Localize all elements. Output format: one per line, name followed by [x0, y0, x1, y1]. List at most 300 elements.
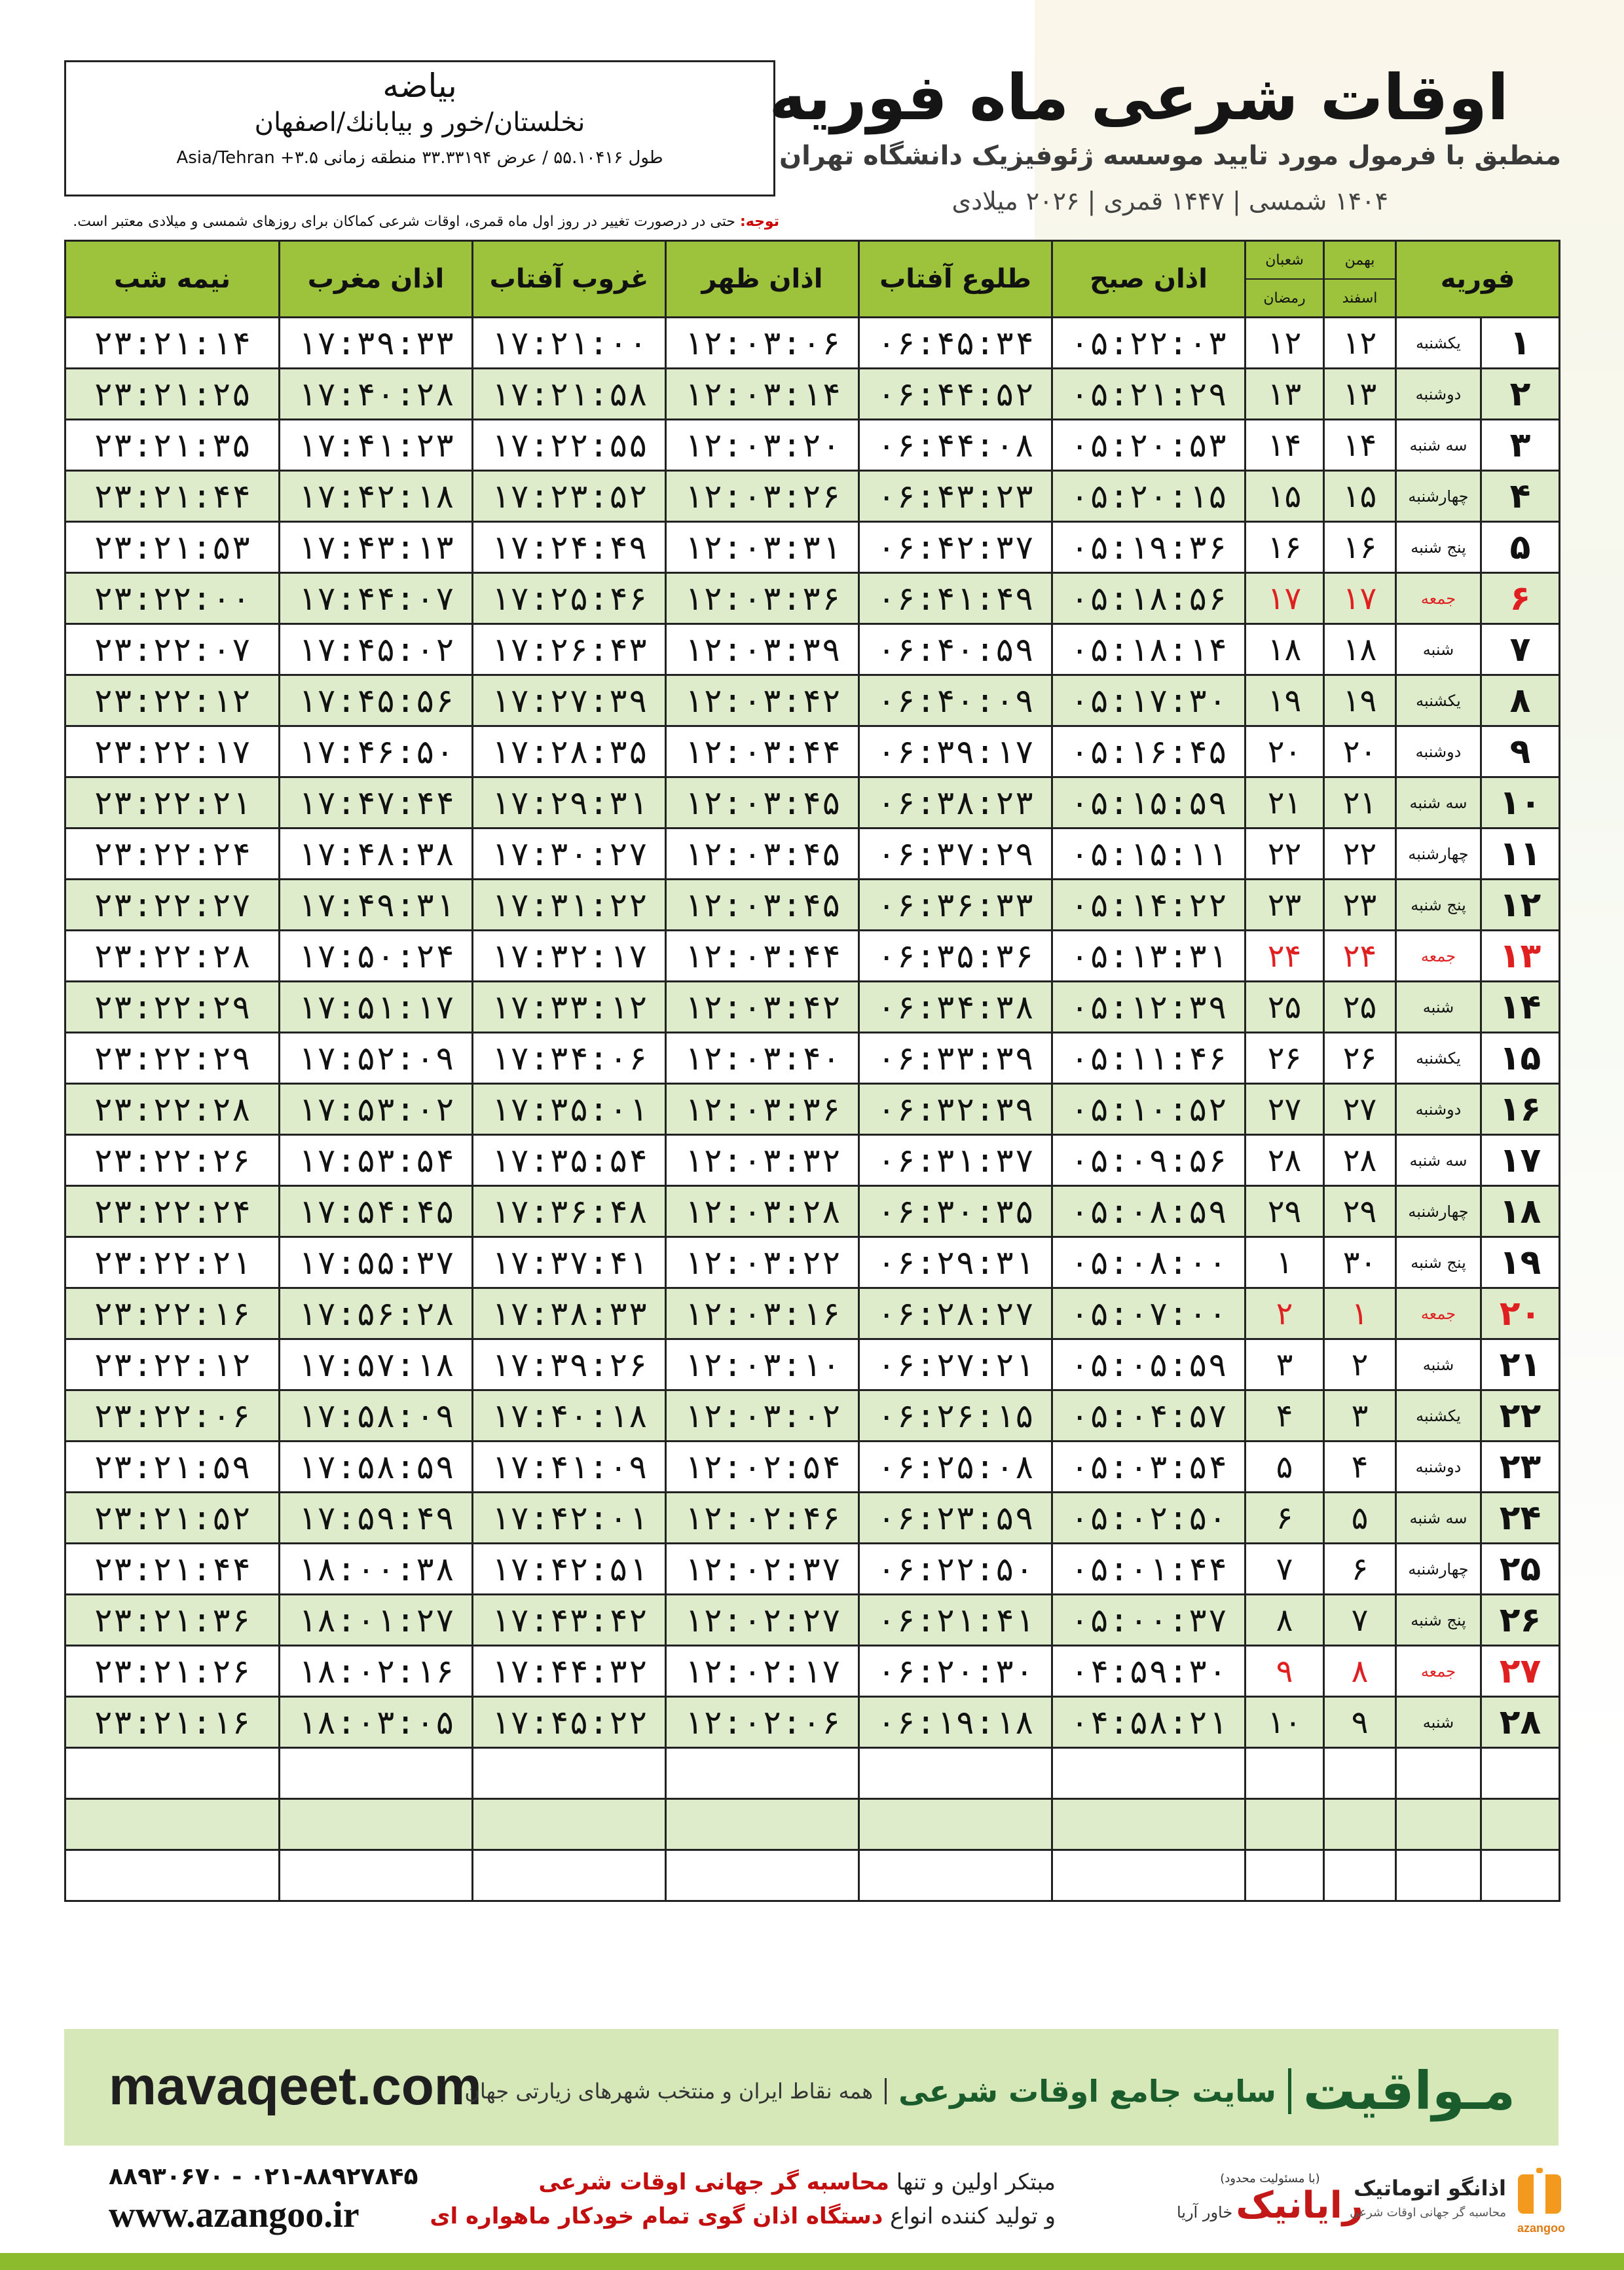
header-sunrise: طلوع آفتاب	[859, 241, 1052, 318]
table-cell-midnight: ۲۳:۲۲:۲۶	[65, 1135, 280, 1186]
table-cell-sunset: ۱۷:۴۴:۳۲	[473, 1646, 666, 1697]
promo-line2-a: و تولید کننده انواع	[890, 2203, 1056, 2229]
azangoo-mark-icon	[1514, 2168, 1565, 2223]
table-cell-sunset: ۱۷:۳۸:۳۳	[473, 1288, 666, 1339]
table-cell-sunrise: ۰۶:۲۳:۵۹	[859, 1493, 1052, 1544]
table-cell-midnight: ۲۳:۲۲:۲۴	[65, 828, 280, 880]
table-cell-weekday: دوشنبه	[1396, 1442, 1481, 1493]
table-cell-fajr: ۰۵:۲۲:۰۳	[1052, 318, 1246, 369]
table-cell-weekday: سه شنبه	[1396, 1493, 1481, 1544]
table-cell-sunset: ۱۷:۳۰:۲۷	[473, 828, 666, 880]
header-shamsi-bottom: اسفند	[1325, 278, 1395, 316]
table-cell-sunrise: ۰۶:۴۰:۰۹	[859, 675, 1052, 726]
table-cell-dhuhr: ۱۲:۰۳:۰۲	[666, 1390, 859, 1442]
table-cell-weekday: چهارشنبه	[1396, 471, 1481, 522]
brand-tagline: سایت جامع اوقات شرعی	[898, 2074, 1276, 2109]
table-cell-sunset: ۱۷:۳۴:۰۶	[473, 1033, 666, 1084]
prayer-times-table	[64, 240, 1560, 1902]
table-cell-sunset: ۱۷:۲۸:۳۵	[473, 726, 666, 777]
table-row	[65, 880, 1560, 931]
table-cell-midnight: ۲۳:۲۱:۴۴	[65, 1544, 280, 1595]
table-cell-dhuhr: ۱۲:۰۲:۰۶	[666, 1697, 859, 1748]
table-cell-fajr: ۰۵:۱۵:۱۱	[1052, 828, 1246, 880]
table-cell-sunset: ۱۷:۴۰:۱۸	[473, 1390, 666, 1442]
table-cell-day: ۱۸	[1481, 1186, 1560, 1237]
table-cell-weekday: سه شنبه	[1396, 420, 1481, 471]
table-cell-day: ۲۶	[1481, 1595, 1560, 1646]
table-cell-shamsi: ۲۱	[1324, 777, 1396, 828]
table-cell-weekday: چهارشنبه	[1396, 1186, 1481, 1237]
header-shamsi	[1324, 241, 1396, 318]
table-cell-sunset: ۱۷:۲۷:۳۹	[473, 675, 666, 726]
azangoo-tag: محاسبه گر جهانی اوقات شرعی	[1350, 2206, 1506, 2220]
table-row	[65, 369, 1560, 420]
table-cell-sunset: ۱۷:۲۴:۴۹	[473, 522, 666, 573]
table-cell-sunset: ۱۷:۲۱:۵۸	[473, 369, 666, 420]
table-cell-fajr: ۰۵:۰۹:۵۶	[1052, 1135, 1246, 1186]
table-cell-empty	[65, 1748, 280, 1799]
location-box	[64, 60, 775, 196]
table-row	[65, 675, 1560, 726]
table-cell-shamsi: ۲۵	[1324, 982, 1396, 1033]
table-cell-fajr: ۰۵:۱۵:۵۹	[1052, 777, 1246, 828]
table-cell-fajr: ۰۵:۰۵:۵۹	[1052, 1339, 1246, 1390]
table-cell-empty	[666, 1850, 859, 1901]
brand-subtagline: همه نقاط ایران و منتخب شهرهای زیارتی جهان	[464, 2079, 874, 2104]
table-cell-maghrib: ۱۸:۰۱:۲۷	[280, 1595, 473, 1646]
table-cell-sunrise: ۰۶:۳۴:۳۸	[859, 982, 1052, 1033]
table-row-empty	[65, 1799, 1560, 1850]
table-cell-maghrib: ۱۷:۵۲:۰۹	[280, 1033, 473, 1084]
phone-numbers: ۰۲۱-۸۸۹۲۷۸۴۵ - ۸۸۹۳۰۶۷۰	[109, 2163, 418, 2190]
table-cell-sunrise: ۰۶:۲۷:۲۱	[859, 1339, 1052, 1390]
note-text: حتی در درصورت تغییر در روز اول ماه قمری، اوقات شرعی کماکان برای روزهای شمسی و میلادی معتبر است.	[73, 214, 735, 230]
table-row	[65, 1288, 1560, 1339]
table-row	[65, 522, 1560, 573]
brand-logo: مـواقیت	[1302, 2060, 1515, 2121]
table-cell-qamari: ۲۸	[1246, 1135, 1324, 1186]
table-cell-qamari: ۲۱	[1246, 777, 1324, 828]
azangoo-website[interactable]: www.azangoo.ir	[109, 2195, 360, 2235]
table-cell-weekday: سه شنبه	[1396, 777, 1481, 828]
table-cell-maghrib: ۱۷:۴۷:۴۴	[280, 777, 473, 828]
table-cell-sunrise: ۰۶:۳۸:۲۳	[859, 777, 1052, 828]
table-cell-shamsi: ۲۰	[1324, 726, 1396, 777]
table-cell-midnight: ۲۳:۲۲:۲۸	[65, 931, 280, 982]
table-cell-midnight: ۲۳:۲۱:۱۶	[65, 1697, 280, 1748]
table-cell-dhuhr: ۱۲:۰۳:۴۵	[666, 828, 859, 880]
table-cell-day: ۷	[1481, 624, 1560, 675]
table-cell-shamsi: ۱۴	[1324, 420, 1396, 471]
table-cell-weekday: دوشنبه	[1396, 726, 1481, 777]
table-row	[65, 828, 1560, 880]
table-row	[65, 318, 1560, 369]
table-cell-sunset: ۱۷:۳۱:۲۲	[473, 880, 666, 931]
table-cell-dhuhr: ۱۲:۰۳:۱۶	[666, 1288, 859, 1339]
table-cell-empty	[473, 1799, 666, 1850]
table-cell-shamsi: ۲۶	[1324, 1033, 1396, 1084]
table-cell-dhuhr: ۱۲:۰۳:۴۴	[666, 726, 859, 777]
table-cell-midnight: ۲۳:۲۲:۰۰	[65, 573, 280, 624]
table-cell-midnight: ۲۳:۲۱:۲۶	[65, 1646, 280, 1697]
header-qamari-top: شعبان	[1265, 251, 1304, 269]
page-subtitle: منطبق با فرمول مورد تایید موسسه ژئوفیزیک دانشگاه تهران	[779, 141, 1561, 171]
table-cell-sunrise: ۰۶:۳۲:۳۹	[859, 1084, 1052, 1135]
table-cell-sunrise: ۰۶:۳۹:۱۷	[859, 726, 1052, 777]
table-cell-sunrise: ۰۶:۳۵:۳۶	[859, 931, 1052, 982]
table-cell-sunrise: ۰۶:۲۲:۵۰	[859, 1544, 1052, 1595]
table-row	[65, 1033, 1560, 1084]
azangoo-logo	[1350, 2163, 1565, 2235]
table-cell-qamari: ۲۷	[1246, 1084, 1324, 1135]
table-cell-weekday: شنبه	[1396, 982, 1481, 1033]
table-header-row	[65, 241, 1560, 318]
promo-line2-b: دستگاه اذان گوی تمام خودکار ماهواره ای	[430, 2203, 883, 2229]
table-cell-maghrib: ۱۷:۵۸:۰۹	[280, 1390, 473, 1442]
table-cell-shamsi: ۲	[1324, 1339, 1396, 1390]
table-cell-day: ۱۵	[1481, 1033, 1560, 1084]
table-cell-fajr: ۰۵:۱۷:۳۰	[1052, 675, 1246, 726]
table-cell-sunrise: ۰۶:۳۶:۳۳	[859, 880, 1052, 931]
table-row	[65, 1339, 1560, 1390]
table-cell-sunrise: ۰۶:۴۳:۲۳	[859, 471, 1052, 522]
table-cell-midnight: ۲۳:۲۲:۱۷	[65, 726, 280, 777]
table-row	[65, 1390, 1560, 1442]
table-cell-maghrib: ۱۷:۵۳:۰۲	[280, 1084, 473, 1135]
region-name: نخلستان/خور و بیابانك/اصفهان	[254, 107, 585, 138]
table-cell-midnight: ۲۳:۲۲:۰۷	[65, 624, 280, 675]
table-cell-fajr: ۰۵:۰۱:۴۴	[1052, 1544, 1246, 1595]
table-cell-empty	[1324, 1799, 1396, 1850]
table-cell-sunrise: ۰۶:۴۴:۰۸	[859, 420, 1052, 471]
table-row	[65, 777, 1560, 828]
table-cell-qamari: ۸	[1246, 1595, 1324, 1646]
table-cell-fajr: ۰۴:۵۹:۳۰	[1052, 1646, 1246, 1697]
table-row-empty	[65, 1850, 1560, 1901]
table-cell-sunrise: ۰۶:۳۱:۳۷	[859, 1135, 1052, 1186]
rayanik-name: رایانیک	[1236, 2184, 1363, 2227]
table-cell-empty	[666, 1799, 859, 1850]
table-cell-day: ۱۱	[1481, 828, 1560, 880]
table-cell-fajr: ۰۵:۱۳:۳۱	[1052, 931, 1246, 982]
table-cell-empty	[1396, 1748, 1481, 1799]
table-cell-qamari: ۲۴	[1246, 931, 1324, 982]
table-cell-weekday: یکشنبه	[1396, 318, 1481, 369]
table-cell-day: ۱۰	[1481, 777, 1560, 828]
table-cell-qamari: ۲۶	[1246, 1033, 1324, 1084]
table-cell-empty	[1481, 1799, 1560, 1850]
table-cell-maghrib: ۱۷:۴۱:۲۳	[280, 420, 473, 471]
table-cell-maghrib: ۱۸:۰۰:۳۸	[280, 1544, 473, 1595]
coordinates: طول ۵۵.۱۰۴۱۶ / عرض ۳۳.۳۳۱۹۴ منطقه زمانی ۳.۵+ Asia/Tehran	[176, 148, 663, 168]
table-cell-maghrib: ۱۷:۵۸:۵۹	[280, 1442, 473, 1493]
table-cell-maghrib: ۱۷:۴۹:۳۱	[280, 880, 473, 931]
table-cell-maghrib: ۱۷:۴۵:۵۶	[280, 675, 473, 726]
table-cell-qamari: ۱۰	[1246, 1697, 1324, 1748]
table-cell-sunset: ۱۷:۴۲:۰۱	[473, 1493, 666, 1544]
table-cell-shamsi: ۳	[1324, 1390, 1396, 1442]
table-cell-empty	[859, 1748, 1052, 1799]
table-row	[65, 420, 1560, 471]
table-cell-day: ۲۸	[1481, 1697, 1560, 1748]
table-cell-dhuhr: ۱۲:۰۳:۲۶	[666, 471, 859, 522]
table-cell-day: ۹	[1481, 726, 1560, 777]
table-cell-day: ۸	[1481, 675, 1560, 726]
table-cell-qamari: ۱۴	[1246, 420, 1324, 471]
table-cell-sunset: ۱۷:۳۵:۵۴	[473, 1135, 666, 1186]
table-cell-empty	[473, 1748, 666, 1799]
table-cell-qamari: ۶	[1246, 1493, 1324, 1544]
table-cell-midnight: ۲۳:۲۲:۲۷	[65, 880, 280, 931]
table-cell-dhuhr: ۱۲:۰۳:۳۶	[666, 1084, 859, 1135]
table-cell-sunset: ۱۷:۲۳:۵۲	[473, 471, 666, 522]
header-qamari-bottom: رمضان	[1246, 278, 1323, 316]
table-cell-day: ۲۳	[1481, 1442, 1560, 1493]
table-cell-sunset: ۱۷:۲۱:۰۰	[473, 318, 666, 369]
table-cell-weekday: چهارشنبه	[1396, 1544, 1481, 1595]
table-cell-weekday: دوشنبه	[1396, 1084, 1481, 1135]
table-cell-weekday: یکشنبه	[1396, 1033, 1481, 1084]
table-cell-empty	[1481, 1748, 1560, 1799]
azangoo-name: اذانگو اتوماتیک	[1354, 2176, 1506, 2201]
table-cell-day: ۲۰	[1481, 1288, 1560, 1339]
table-row	[65, 726, 1560, 777]
header-fajr: اذان صبح	[1052, 241, 1246, 318]
table-cell-weekday: پنج شنبه	[1396, 522, 1481, 573]
header-sunset: غروب آفتاب	[473, 241, 666, 318]
table-cell-midnight: ۲۳:۲۱:۵۹	[65, 1442, 280, 1493]
brand-separator	[1288, 2068, 1291, 2114]
table-cell-qamari: ۲۰	[1246, 726, 1324, 777]
table-cell-sunset: ۱۷:۳۷:۴۱	[473, 1237, 666, 1288]
table-cell-qamari: ۳	[1246, 1339, 1324, 1390]
table-cell-dhuhr: ۱۲:۰۳:۳۶	[666, 573, 859, 624]
table-cell-weekday: یکشنبه	[1396, 675, 1481, 726]
table-cell-empty	[1052, 1850, 1246, 1901]
table-cell-sunset: ۱۷:۲۲:۵۵	[473, 420, 666, 471]
table-cell-qamari: ۲۹	[1246, 1186, 1324, 1237]
page-title: اوقات شرعی ماه فوریه	[769, 61, 1509, 134]
table-cell-empty	[280, 1748, 473, 1799]
table-cell-empty	[666, 1748, 859, 1799]
table-cell-shamsi: ۲۷	[1324, 1084, 1396, 1135]
table-cell-dhuhr: ۱۲:۰۳:۳۲	[666, 1135, 859, 1186]
table-cell-shamsi: ۱۳	[1324, 369, 1396, 420]
promo-line1-b: محاسبه گر جهانی اوقات شرعی	[538, 2169, 889, 2195]
table-cell-shamsi: ۴	[1324, 1442, 1396, 1493]
table-cell-day: ۲	[1481, 369, 1560, 420]
table-cell-day: ۲۴	[1481, 1493, 1560, 1544]
table-cell-dhuhr: ۱۲:۰۲:۳۷	[666, 1544, 859, 1595]
table-cell-sunset: ۱۷:۲۶:۴۳	[473, 624, 666, 675]
table-cell-sunset: ۱۷:۲۹:۳۱	[473, 777, 666, 828]
table-cell-fajr: ۰۵:۱۴:۲۲	[1052, 880, 1246, 931]
table-cell-fajr: ۰۵:۰۳:۵۴	[1052, 1442, 1246, 1493]
table-cell-midnight: ۲۳:۲۲:۲۸	[65, 1084, 280, 1135]
table-cell-weekday: جمعه	[1396, 1646, 1481, 1697]
table-cell-dhuhr: ۱۲:۰۳:۱۰	[666, 1339, 859, 1390]
header-dhuhr: اذان ظهر	[666, 241, 859, 318]
table-cell-qamari: ۱۵	[1246, 471, 1324, 522]
note-label: توجه:	[739, 214, 779, 230]
table-row	[65, 1135, 1560, 1186]
table-cell-dhuhr: ۱۲:۰۲:۲۷	[666, 1595, 859, 1646]
table-cell-qamari: ۱۶	[1246, 522, 1324, 573]
table-cell-day: ۱۷	[1481, 1135, 1560, 1186]
table-cell-empty	[1246, 1850, 1324, 1901]
table-cell-empty	[1324, 1850, 1396, 1901]
table-cell-shamsi: ۳۰	[1324, 1237, 1396, 1288]
table-cell-maghrib: ۱۷:۳۹:۳۳	[280, 318, 473, 369]
table-cell-maghrib: ۱۷:۴۲:۱۸	[280, 471, 473, 522]
table-cell-fajr: ۰۵:۲۱:۲۹	[1052, 369, 1246, 420]
table-cell-empty	[473, 1850, 666, 1901]
table-cell-sunset: ۱۷:۲۵:۴۶	[473, 573, 666, 624]
year-dates: ۱۴۰۴ شمسی | ۱۴۴۷ قمری | ۲۰۲۶ میلادی	[951, 187, 1388, 215]
table-cell-fajr: ۰۵:۰۲:۵۰	[1052, 1493, 1246, 1544]
table-cell-midnight: ۲۳:۲۱:۴۴	[65, 471, 280, 522]
table-cell-weekday: پنج شنبه	[1396, 1595, 1481, 1646]
table-cell-dhuhr: ۱۲:۰۳:۰۶	[666, 318, 859, 369]
table-row	[65, 1442, 1560, 1493]
table-cell-dhuhr: ۱۲:۰۳:۴۰	[666, 1033, 859, 1084]
table-cell-maghrib: ۱۷:۵۱:۱۷	[280, 982, 473, 1033]
table-cell-day: ۲۱	[1481, 1339, 1560, 1390]
table-cell-shamsi: ۲۴	[1324, 931, 1396, 982]
brand-separator-small	[885, 2078, 887, 2104]
table-cell-fajr: ۰۵:۰۴:۵۷	[1052, 1390, 1246, 1442]
table-cell-qamari: ۱۷	[1246, 573, 1324, 624]
table-cell-maghrib: ۱۷:۴۴:۰۷	[280, 573, 473, 624]
table-cell-fajr: ۰۵:۱۱:۴۶	[1052, 1033, 1246, 1084]
table-cell-sunrise: ۰۶:۲۶:۱۵	[859, 1390, 1052, 1442]
table-cell-sunrise: ۰۶:۲۱:۴۱	[859, 1595, 1052, 1646]
table-cell-midnight: ۲۳:۲۱:۵۲	[65, 1493, 280, 1544]
table-cell-sunset: ۱۷:۳۵:۰۱	[473, 1084, 666, 1135]
table-cell-sunrise: ۰۶:۱۹:۱۸	[859, 1697, 1052, 1748]
table-cell-shamsi: ۶	[1324, 1544, 1396, 1595]
table-cell-maghrib: ۱۷:۵۳:۵۴	[280, 1135, 473, 1186]
table-cell-shamsi: ۵	[1324, 1493, 1396, 1544]
table-cell-day: ۲۵	[1481, 1544, 1560, 1595]
table-cell-weekday: جمعه	[1396, 931, 1481, 982]
table-cell-dhuhr: ۱۲:۰۳:۲۰	[666, 420, 859, 471]
table-cell-qamari: ۲۲	[1246, 828, 1324, 880]
table-cell-sunrise: ۰۶:۴۵:۳۴	[859, 318, 1052, 369]
table-cell-weekday: پنج شنبه	[1396, 1237, 1481, 1288]
table-cell-dhuhr: ۱۲:۰۲:۵۴	[666, 1442, 859, 1493]
table-cell-qamari: ۱۲	[1246, 318, 1324, 369]
table-cell-midnight: ۲۳:۲۱:۳۵	[65, 420, 280, 471]
table-cell-weekday: شنبه	[1396, 624, 1481, 675]
table-cell-sunset: ۱۷:۳۳:۱۲	[473, 982, 666, 1033]
table-cell-midnight: ۲۳:۲۱:۵۳	[65, 522, 280, 573]
table-cell-midnight: ۲۳:۲۲:۱۲	[65, 675, 280, 726]
brand-row	[464, 2062, 1515, 2121]
table-cell-shamsi: ۸	[1324, 1646, 1396, 1697]
table-cell-day: ۱۲	[1481, 880, 1560, 931]
table-cell-dhuhr: ۱۲:۰۲:۴۶	[666, 1493, 859, 1544]
table-cell-weekday: شنبه	[1396, 1339, 1481, 1390]
table-cell-empty	[1396, 1799, 1481, 1850]
table-cell-shamsi: ۷	[1324, 1595, 1396, 1646]
city-name: بیاضه	[382, 67, 457, 105]
table-cell-qamari: ۴	[1246, 1390, 1324, 1442]
table-row	[65, 1697, 1560, 1748]
table-cell-fajr: ۰۵:۱۹:۳۶	[1052, 522, 1246, 573]
table-cell-day: ۱۳	[1481, 931, 1560, 982]
table-cell-midnight: ۲۳:۲۲:۱۶	[65, 1288, 280, 1339]
table-cell-day: ۱۶	[1481, 1084, 1560, 1135]
table-cell-dhuhr: ۱۲:۰۳:۴۲	[666, 675, 859, 726]
table-cell-sunset: ۱۷:۳۲:۱۷	[473, 931, 666, 982]
table-cell-sunset: ۱۷:۳۹:۲۶	[473, 1339, 666, 1390]
table-row	[65, 931, 1560, 982]
table-cell-maghrib: ۱۷:۵۷:۱۸	[280, 1339, 473, 1390]
table-cell-midnight: ۲۳:۲۲:۰۶	[65, 1390, 280, 1442]
table-cell-maghrib: ۱۸:۰۲:۱۶	[280, 1646, 473, 1697]
table-cell-fajr: ۰۵:۲۰:۱۵	[1052, 471, 1246, 522]
table-cell-weekday: جمعه	[1396, 573, 1481, 624]
table-cell-empty	[280, 1850, 473, 1901]
table-cell-empty	[65, 1799, 280, 1850]
rayanik-logo	[1177, 2172, 1363, 2226]
site-banner	[64, 2029, 1559, 2146]
table-cell-qamari: ۵	[1246, 1442, 1324, 1493]
table-cell-maghrib: ۱۷:۵۴:۴۵	[280, 1186, 473, 1237]
table-cell-shamsi: ۲۹	[1324, 1186, 1396, 1237]
table-cell-sunrise: ۰۶:۳۰:۳۵	[859, 1186, 1052, 1237]
table-cell-dhuhr: ۱۲:۰۳:۴۴	[666, 931, 859, 982]
table-cell-fajr: ۰۴:۵۸:۲۱	[1052, 1697, 1246, 1748]
table-cell-maghrib: ۱۷:۵۵:۳۷	[280, 1237, 473, 1288]
table-cell-sunrise: ۰۶:۲۸:۲۷	[859, 1288, 1052, 1339]
table-cell-fajr: ۰۵:۰۸:۵۹	[1052, 1186, 1246, 1237]
table-cell-shamsi: ۱۵	[1324, 471, 1396, 522]
table-cell-day: ۱	[1481, 318, 1560, 369]
table-cell-dhuhr: ۱۲:۰۳:۱۴	[666, 369, 859, 420]
table-cell-sunrise: ۰۶:۲۹:۳۱	[859, 1237, 1052, 1288]
table-cell-fajr: ۰۵:۲۰:۵۳	[1052, 420, 1246, 471]
azangoo-brand: azangoo	[1517, 2222, 1565, 2235]
table-cell-qamari: ۱	[1246, 1237, 1324, 1288]
table-cell-weekday: چهارشنبه	[1396, 828, 1481, 880]
table-cell-qamari: ۱۳	[1246, 369, 1324, 420]
header-shamsi-top: بهمن	[1344, 251, 1375, 269]
table-cell-midnight: ۲۳:۲۲:۲۱	[65, 777, 280, 828]
promo-text	[430, 2165, 1056, 2233]
table-cell-day: ۲۲	[1481, 1390, 1560, 1442]
header-maghrib: اذان مغرب	[280, 241, 473, 318]
table-cell-empty	[1052, 1748, 1246, 1799]
table-cell-fajr: ۰۵:۰۷:۰۰	[1052, 1288, 1246, 1339]
note	[73, 211, 779, 233]
table-cell-fajr: ۰۵:۱۲:۳۹	[1052, 982, 1246, 1033]
table-cell-dhuhr: ۱۲:۰۳:۴۵	[666, 777, 859, 828]
table-cell-maghrib: ۱۷:۵۹:۴۹	[280, 1493, 473, 1544]
table-cell-sunrise: ۰۶:۳۷:۲۹	[859, 828, 1052, 880]
bottom-bar	[0, 2253, 1624, 2270]
table-cell-maghrib: ۱۷:۴۶:۵۰	[280, 726, 473, 777]
table-row	[65, 471, 1560, 522]
table-cell-sunrise: ۰۶:۳۳:۳۹	[859, 1033, 1052, 1084]
site-url[interactable]: mavaqeet.com	[109, 2056, 482, 2116]
table-cell-shamsi: ۲۸	[1324, 1135, 1396, 1186]
table-cell-empty	[1324, 1748, 1396, 1799]
table-cell-shamsi: ۱۲	[1324, 318, 1396, 369]
table-cell-shamsi: ۱۶	[1324, 522, 1396, 573]
table-cell-fajr: ۰۵:۰۰:۳۷	[1052, 1595, 1246, 1646]
